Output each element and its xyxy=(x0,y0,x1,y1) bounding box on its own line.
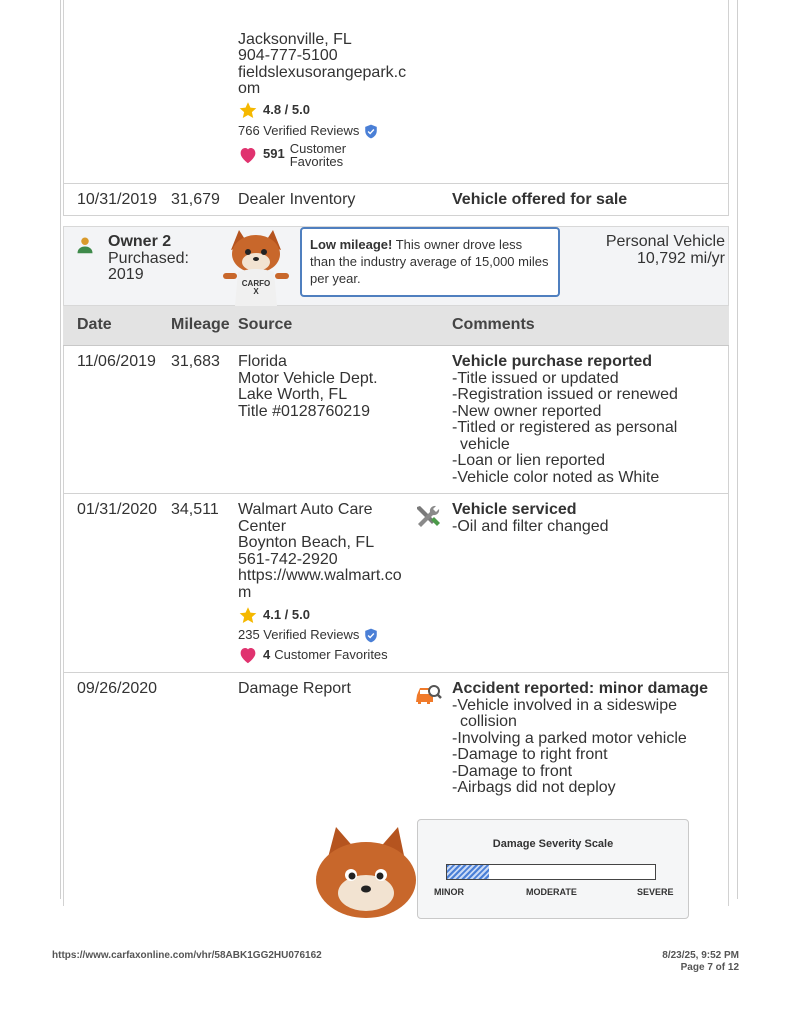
source-line: Lake Worth, FL xyxy=(238,386,348,403)
owner-title: Owner 2 xyxy=(108,233,172,250)
service-favorites-label: Customer Favorites xyxy=(274,646,388,662)
heart-icon xyxy=(238,146,258,164)
footer-meta xyxy=(662,950,739,974)
source-line: 561-742-2920 xyxy=(238,550,338,568)
header-date: Date xyxy=(77,316,112,333)
favorites-label-line1: Customer xyxy=(289,140,347,156)
header-comments: Comments xyxy=(452,316,535,333)
service-comments xyxy=(452,502,732,535)
service-mileage: 34,511 xyxy=(171,501,219,518)
dealer-website[interactable]: fieldslexusorangepark.com xyxy=(238,63,407,97)
dealer-verified-text: 766 Verified Reviews xyxy=(238,122,360,138)
car-damage-icon xyxy=(414,683,442,707)
service-favorites xyxy=(238,646,410,664)
severity-title: Damage Severity Scale xyxy=(492,838,614,850)
favorites-label-line2: Favorites xyxy=(289,153,344,169)
table-header-row xyxy=(63,306,729,346)
comment-item: -Loan or lien reported xyxy=(452,452,605,469)
comment-item-text: Titled or registered as personal vehicle xyxy=(457,419,678,453)
comment-title: Vehicle serviced xyxy=(452,501,577,518)
purchase-source xyxy=(238,354,428,420)
comment-item: -Involving a parked motor vehicle xyxy=(452,729,687,747)
severity-bar-fill xyxy=(447,865,489,879)
vehicle-type: Personal Vehicle xyxy=(605,233,725,250)
comment-item-text: Title issued or updated xyxy=(457,369,619,387)
comment-item: -Damage to front xyxy=(452,762,573,780)
miles-per-year: 10,792 mi/yr xyxy=(636,249,725,267)
owner-info xyxy=(108,234,189,284)
source-line: Boynton Beach, FL xyxy=(238,534,375,551)
accident-comments xyxy=(452,681,732,797)
inventory-comment: Vehicle offered for sale xyxy=(452,191,628,208)
comment-item: -Vehicle color noted as White xyxy=(452,468,660,486)
comment-item: -New owner reported xyxy=(452,402,602,420)
footer-page: Page 7 of 12 xyxy=(680,962,739,973)
verified-shield-icon xyxy=(364,628,378,643)
verified-shield-icon xyxy=(364,124,378,139)
dealer-city: Jacksonville, FL xyxy=(238,31,352,48)
service-source xyxy=(238,502,410,664)
heart-icon xyxy=(238,646,258,664)
footer-url[interactable]: https://www.carfaxonline.com/vhr/58ABK1GG2HU076162 xyxy=(52,950,322,961)
comment-item-text: Airbags did not deploy xyxy=(457,779,616,796)
wrench-screwdriver-icon xyxy=(414,503,442,531)
owner-purchased-label: Purchased: xyxy=(108,249,189,267)
purchase-comments xyxy=(452,354,732,486)
purchase-date: 11/06/2019 xyxy=(77,353,156,370)
inventory-mileage: 31,679 xyxy=(171,191,220,208)
service-website[interactable]: https://www.walmart.com xyxy=(238,567,402,601)
comment-title: Accident reported: minor damage xyxy=(452,680,709,697)
dealer-verified-reviews[interactable] xyxy=(238,122,410,141)
source-line: Florida xyxy=(238,353,287,370)
severity-label-minor: MINOR xyxy=(434,887,464,897)
comment-item: -Airbags did not deploy xyxy=(452,779,616,796)
inventory-date: 10/31/2019 xyxy=(77,191,158,208)
header-source: Source xyxy=(238,316,293,333)
star-icon xyxy=(238,606,258,625)
dealer-rating xyxy=(238,101,410,121)
accident-date: 09/26/2020 xyxy=(77,680,158,697)
comment-item-text: Vehicle color noted as White xyxy=(457,468,660,486)
row-divider xyxy=(63,215,729,216)
severity-label-severe: SEVERE xyxy=(637,887,674,897)
dealer-favorites-label xyxy=(290,142,346,168)
tooltip-heading: Low mileage! xyxy=(310,237,393,252)
source-line: Title #0128760219 xyxy=(238,402,370,420)
service-rating xyxy=(238,605,410,625)
tooltip-text: This owner drove less than the industry average of 15,000 miles per year. xyxy=(310,237,549,286)
owner-usage xyxy=(606,234,725,267)
damage-severity-scale xyxy=(417,819,689,919)
source-line: Walmart Auto Care Center xyxy=(238,501,373,535)
vehicle-history-report xyxy=(60,0,738,899)
severity-bar xyxy=(446,864,656,880)
comment-item-text: Oil and filter changed xyxy=(457,517,609,535)
footer-datetime: 8/23/25, 9:52 PM xyxy=(662,950,739,961)
service-date: 01/31/2020 xyxy=(77,501,158,518)
comment-item-text: Loan or lien reported xyxy=(457,452,605,469)
comment-item: -Damage to right front xyxy=(452,746,608,763)
star-icon xyxy=(238,101,258,120)
dealer-favorites xyxy=(238,142,410,168)
dealer-phone: 904-777-5100 xyxy=(238,47,338,64)
comment-item: -Oil and filter changed xyxy=(452,517,609,535)
dealer-rating-value: 4.8 / 5.0 xyxy=(263,102,310,118)
dealer-favorites-count: 591 xyxy=(263,146,285,162)
owner-purchased-year: 2019 xyxy=(108,266,144,283)
inventory-source: Dealer Inventory xyxy=(238,191,356,208)
row-divider xyxy=(63,493,729,494)
purchase-mileage: 31,683 xyxy=(171,353,220,370)
comment-item-text: Vehicle involved in a sideswipe collision xyxy=(457,696,678,730)
comment-item: -Registration issued or renewed xyxy=(452,386,678,403)
service-favorites-count: 4 xyxy=(263,646,271,662)
comment-item-text: New owner reported xyxy=(457,402,602,420)
mascot-shirt-text: CARFOX xyxy=(241,279,271,296)
dealer-info xyxy=(238,31,410,169)
comment-item-text: Registration issued or renewed xyxy=(457,386,678,403)
low-mileage-tooltip xyxy=(300,227,560,297)
person-icon xyxy=(76,236,94,254)
service-verified-reviews[interactable] xyxy=(238,626,410,645)
comment-item-text: Involving a parked motor vehicle xyxy=(457,729,687,747)
accident-source: Damage Report xyxy=(238,680,351,697)
row-divider xyxy=(63,672,729,673)
comment-item: -Titled or registered as personal vehicle xyxy=(452,419,678,453)
source-line: Motor Vehicle Dept. xyxy=(238,369,378,387)
severity-label-moderate: MODERATE xyxy=(526,887,577,897)
service-verified-text: 235 Verified Reviews xyxy=(238,627,360,643)
row-divider xyxy=(63,183,729,184)
comment-title: Vehicle purchase reported xyxy=(452,353,653,370)
comment-item-text: Damage to right front xyxy=(457,746,608,763)
comment-item: -Title issued or updated xyxy=(452,369,619,387)
service-rating-value: 4.1 / 5.0 xyxy=(263,606,310,622)
comment-item-text: Damage to front xyxy=(457,762,573,780)
header-mileage: Mileage xyxy=(171,316,230,333)
fox-mascot-large-icon xyxy=(306,825,426,905)
comment-item: -Vehicle involved in a sideswipe collision xyxy=(452,696,678,730)
